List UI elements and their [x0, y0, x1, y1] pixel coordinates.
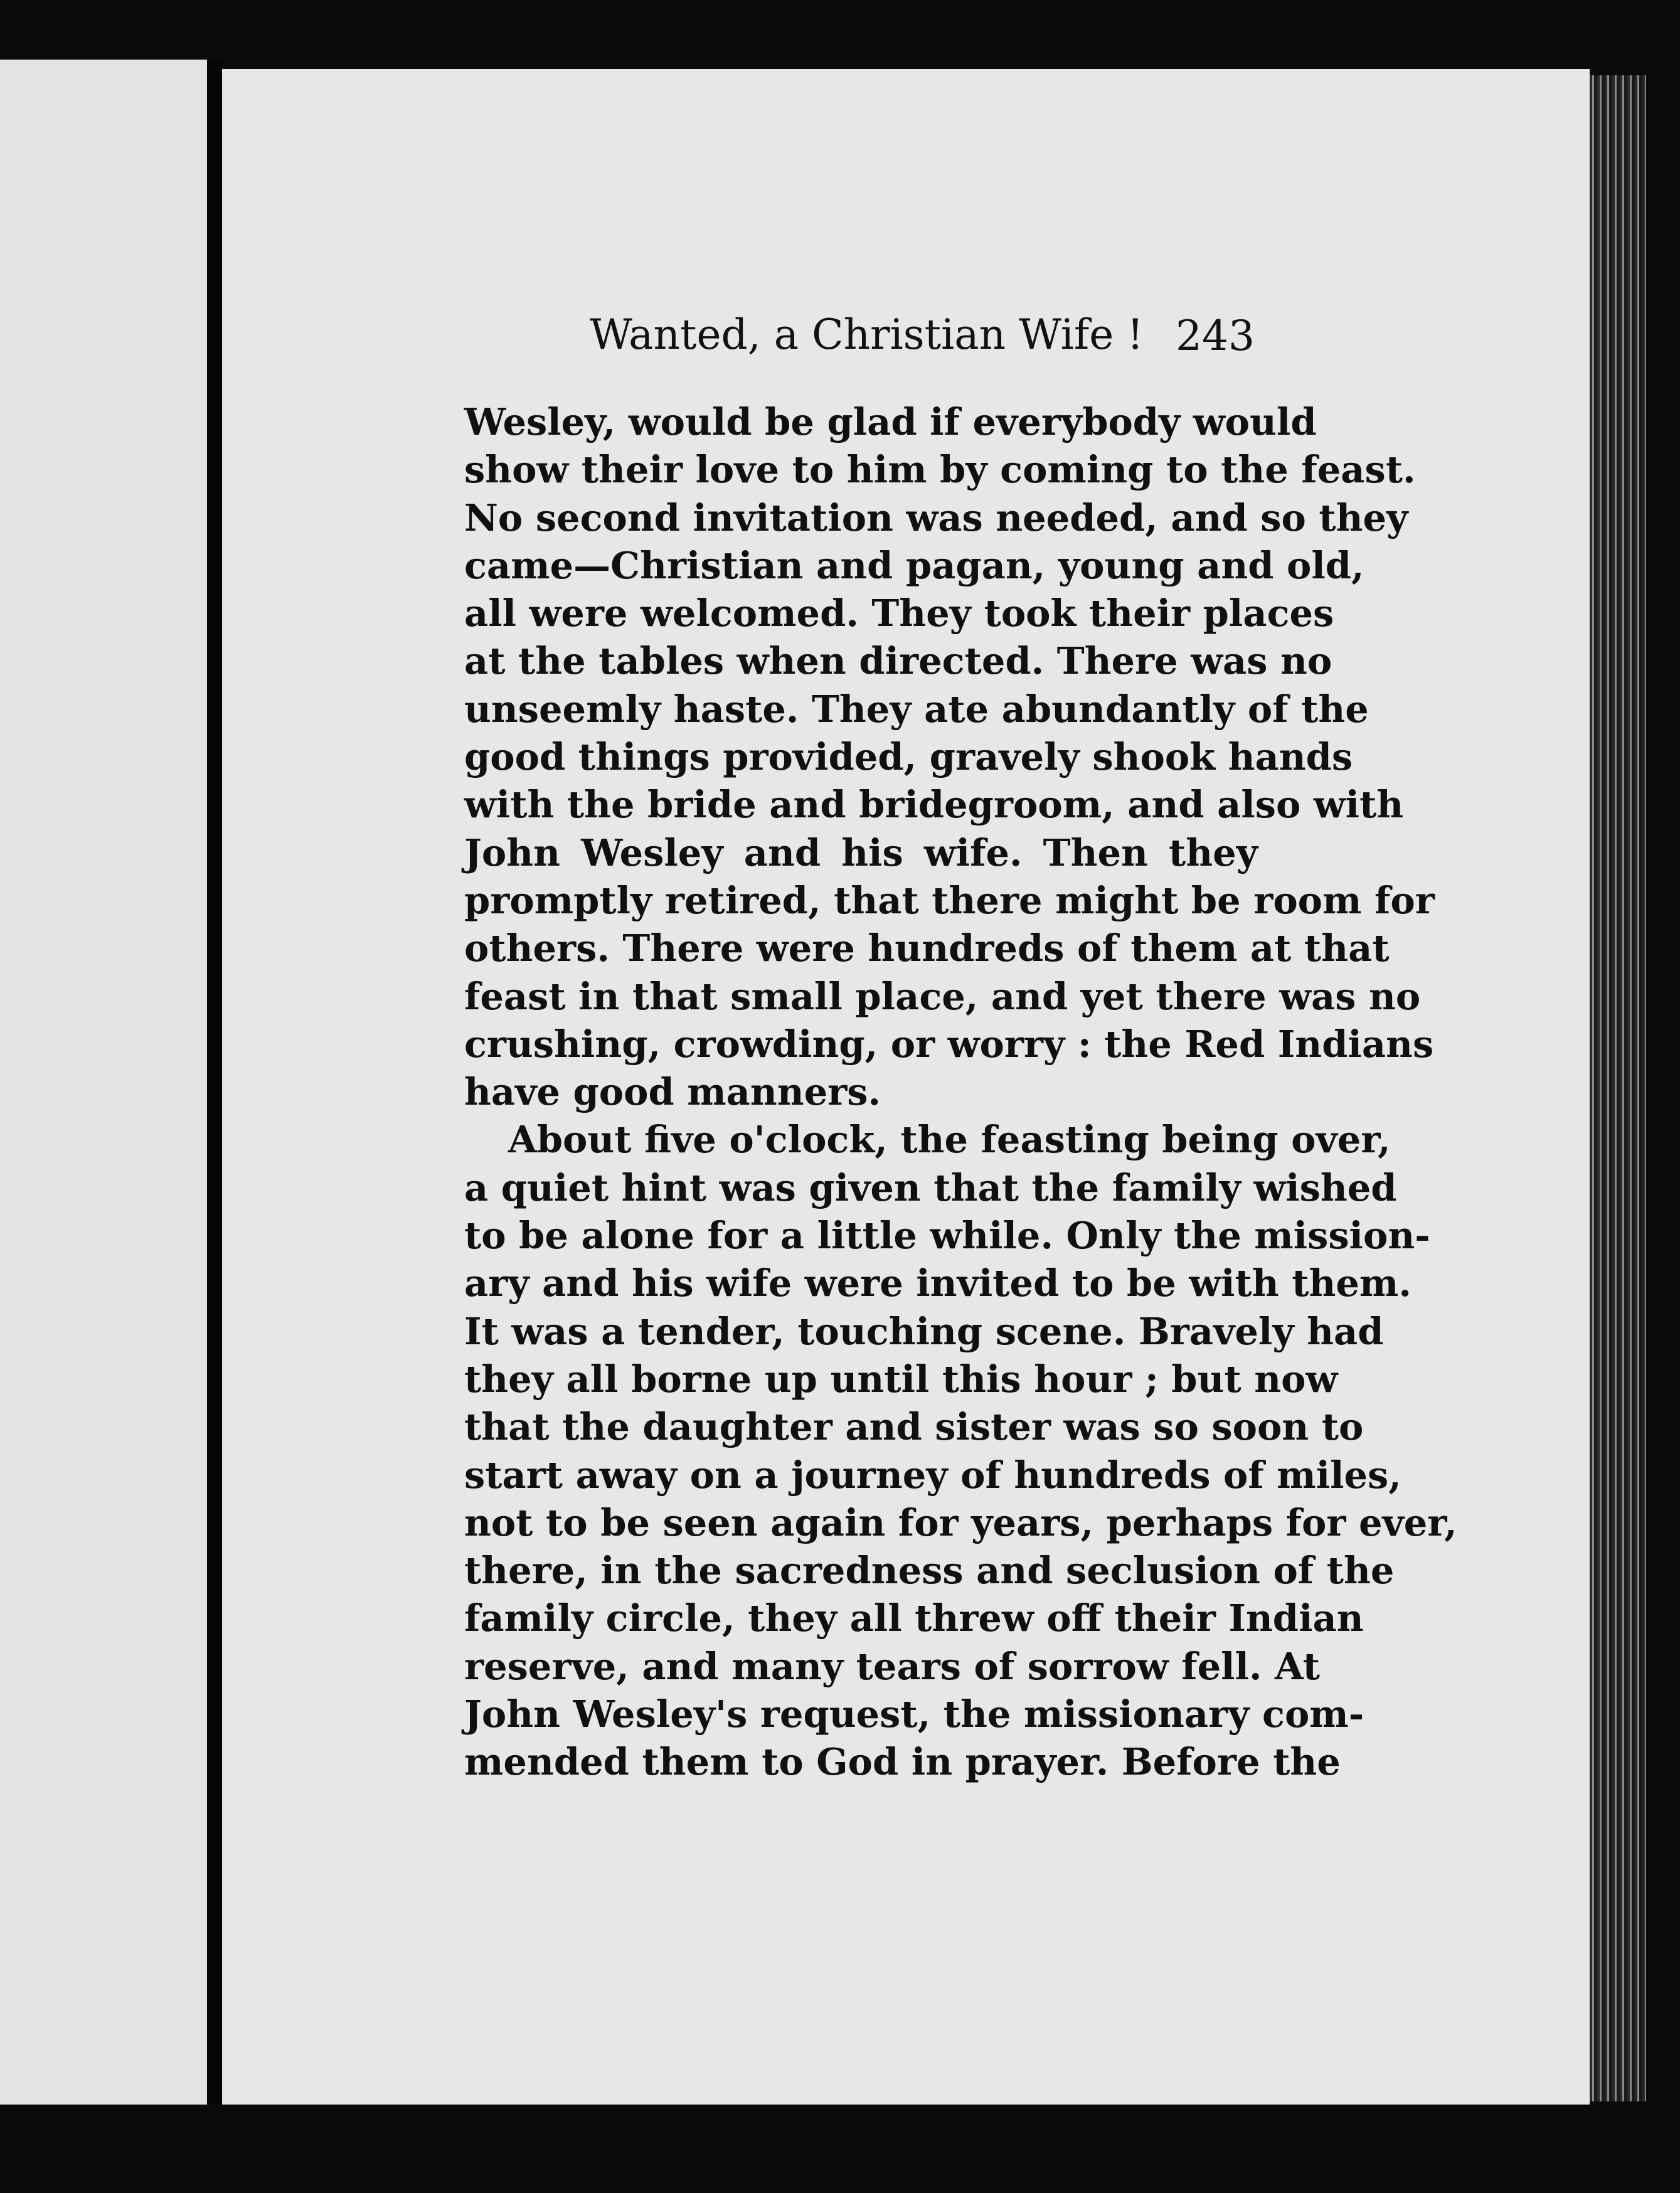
body-text: [464, 398, 1457, 1787]
page-number: 243: [1176, 312, 1255, 360]
text-line: family circle, they all threw off their Indian: [464, 1596, 1364, 1640]
running-head: [590, 311, 1255, 367]
text-line: ary and his wife were invited to be with them.: [464, 1261, 1412, 1305]
text-line: that the daughter and sister was so soon to: [464, 1405, 1364, 1449]
text-line: all were welcomed. They took their places: [464, 592, 1334, 635]
left-page-margin: [0, 60, 207, 2105]
text-line: It was a tender, touching scene. Bravely had: [464, 1309, 1384, 1353]
page-edges: [1590, 75, 1646, 2101]
text-line: came—Christian and pagan, young and old,: [464, 543, 1364, 587]
text-line: John Wesley and his wife. Then they: [464, 831, 1258, 874]
text-line: reserve, and many tears of sorrow fell. At: [464, 1644, 1321, 1688]
text-line: promptly retired, that there might be room for: [464, 878, 1435, 922]
text-line: they all borne up until this hour ; but now: [464, 1357, 1338, 1401]
text-line: No second invitation was needed, and so they: [464, 496, 1408, 539]
text-line: there, in the sacredness and seclusion of the: [464, 1549, 1395, 1593]
text-line: feast in that small place, and yet there was no: [464, 974, 1421, 1018]
text-line: at the tables when directed. There was no: [464, 639, 1332, 683]
text-line: mended them to God in prayer. Before the: [464, 1740, 1341, 1784]
text-line: good things provided, gravely shook hands: [464, 735, 1353, 779]
text-line: with the bride and bridegroom, and also with: [464, 783, 1404, 827]
text-line: not to be seen again for years, perhaps for ever,: [464, 1500, 1457, 1544]
book-gutter: [207, 60, 222, 2105]
paragraph-first-line: About five o'clock, the feasting being over,: [508, 1118, 1391, 1162]
text-line: a quiet hint was given that the family wished: [464, 1166, 1397, 1209]
text-line: unseemly haste. They ate abundantly of the: [464, 687, 1369, 731]
text-line: others. There were hundreds of them at that: [464, 927, 1390, 970]
text-line: John Wesley's request, the missionary com-: [464, 1692, 1364, 1736]
text-line: show their love to him by coming to the feast.: [464, 448, 1416, 492]
text-line: to be alone for a little while. Only the mission-: [464, 1214, 1430, 1258]
paragraph-end-line: have good manners.: [464, 1070, 881, 1114]
running-head-title: Wanted, a Christian Wife !: [590, 311, 1144, 359]
text-line: crushing, crowding, or worry : the Red Indians: [464, 1022, 1434, 1066]
text-line: Wesley, would be glad if everybody would: [464, 400, 1317, 443]
text-line: start away on a journey of hundreds of miles,: [464, 1453, 1401, 1497]
